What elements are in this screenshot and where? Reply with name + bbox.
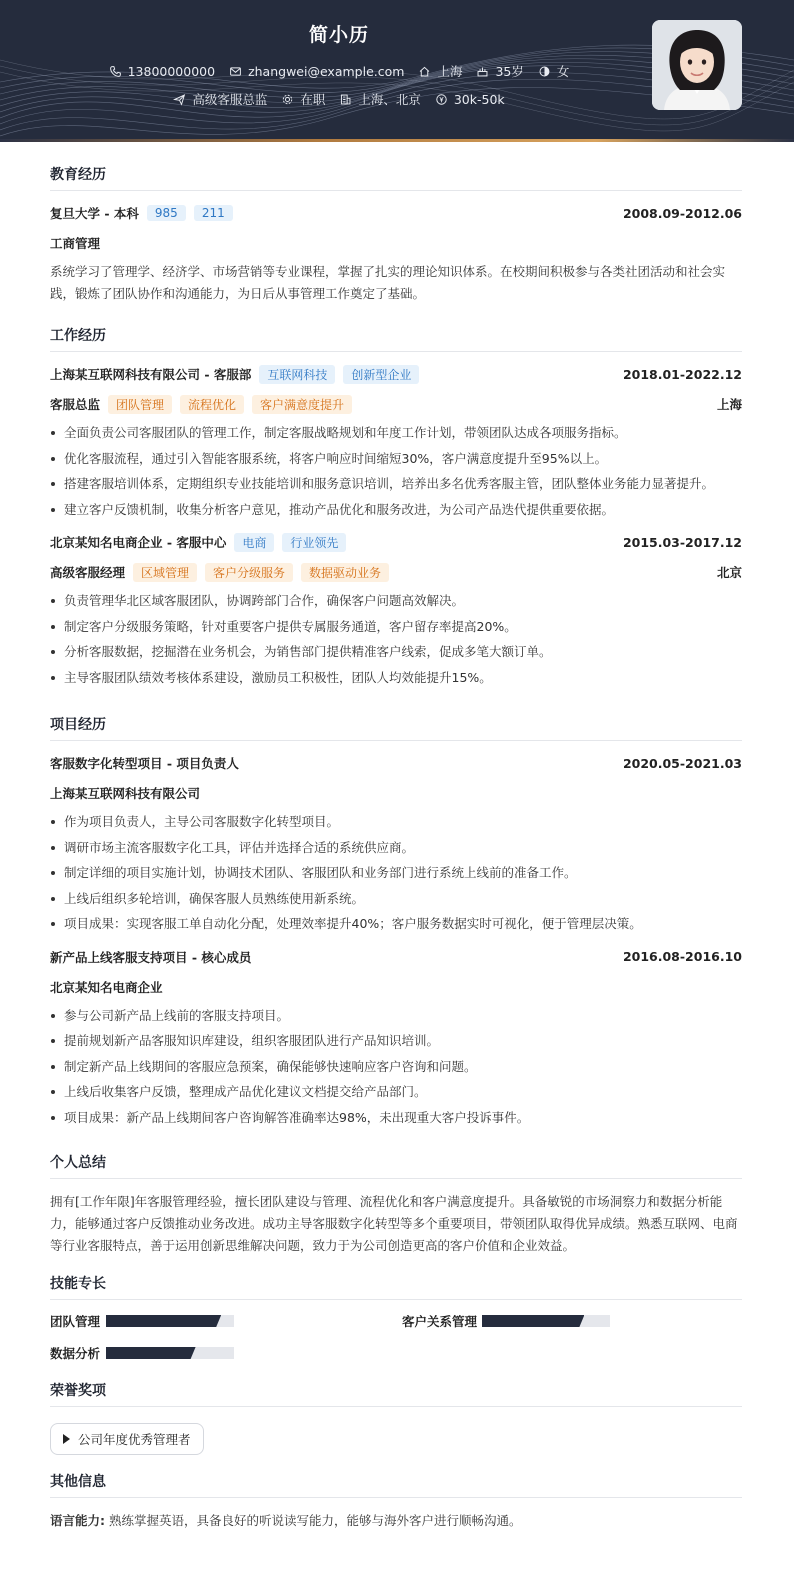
- role-tag: 数据驱动业务: [301, 563, 389, 582]
- job-role: 客服总监: [50, 397, 101, 412]
- project-date: 2020.05-2021.03: [622, 755, 742, 771]
- list-item: 搭建客服培训体系，定期组织专业技能培训和服务意识培训，培养出多名优秀客服主管，团队整体业务能力显著提升。: [50, 471, 742, 497]
- resume-header: [0, 0, 794, 142]
- work-location: 上海: [716, 397, 742, 412]
- resume-body: [50, 142, 742, 1532]
- gender-item: [538, 62, 570, 80]
- skill-item: [50, 1344, 402, 1362]
- list-item: 参与公司新产品上线前的客服支持项目。: [50, 1003, 742, 1029]
- target-city-item: [339, 90, 421, 108]
- education-header: [50, 203, 742, 223]
- school-name: 复旦大学 - 本科: [50, 206, 139, 221]
- work-item: [50, 532, 742, 690]
- list-item: 建立客户反馈机制，收集分析客户意见，推动产品优化和服务改进，为公司产品迭代提供重要依据。: [50, 497, 742, 523]
- section-title: 技能专长: [50, 1273, 742, 1300]
- award-item: [50, 1423, 204, 1455]
- list-item: 制定新产品上线期间的客服应急预案，确保能够快速响应客户咨询和问题。: [50, 1054, 742, 1080]
- skill-bar: [482, 1315, 610, 1327]
- salary-item: [435, 90, 505, 108]
- work-date: 2015.03-2017.12: [622, 534, 742, 550]
- target-city-text: 上海、北京: [358, 92, 421, 107]
- project-name: 新产品上线客服支持项目 - 核心成员: [50, 949, 252, 965]
- yuan-coin-icon: [435, 93, 448, 106]
- job-intent-row: [0, 90, 678, 108]
- other-label: 语言能力:: [50, 1513, 105, 1528]
- phone-icon: [109, 65, 122, 78]
- company-name: 上海某互联网科技有限公司 - 客服部: [50, 367, 252, 382]
- other-section: [50, 1471, 742, 1532]
- position-text: 高级客服总监: [192, 92, 268, 107]
- email-item: [229, 62, 404, 80]
- project-name: 客服数字化转型项目 - 项目负责人: [50, 756, 239, 771]
- list-item: 调研市场主流客服数字化工具，评估并选择合适的系统供应商。: [50, 835, 742, 861]
- skills-section: [50, 1273, 742, 1362]
- section-title: 荣誉奖项: [50, 1380, 742, 1407]
- age-text: 35岁: [495, 64, 524, 79]
- work-location: 北京: [716, 565, 742, 580]
- status-text: 在职: [300, 92, 326, 107]
- role-tag: 客户分级服务: [205, 563, 293, 582]
- list-item: 负责管理华北区域客服团队，协调跨部门合作，确保客户问题高效解决。: [50, 588, 742, 614]
- list-item: 作为项目负责人，主导公司客服数字化转型项目。: [50, 809, 742, 835]
- company-tag: 创新型企业: [343, 365, 419, 384]
- home-icon: [418, 65, 431, 78]
- skill-bar: [106, 1315, 234, 1327]
- triangle-right-icon: [63, 1434, 70, 1444]
- work-item: [50, 364, 742, 522]
- school-tag: 985: [147, 205, 186, 221]
- other-info: [50, 1510, 742, 1532]
- project-item: [50, 753, 742, 937]
- company-tag: 互联网科技: [259, 365, 335, 384]
- section-title: 教育经历: [50, 164, 742, 191]
- age-item: [476, 62, 523, 80]
- candidate-name: 简小历: [308, 24, 369, 46]
- list-item: 制定客户分级服务策略，针对重要客户提供专属服务通道，客户留存率提高20%。: [50, 614, 742, 640]
- role-tag: 团队管理: [108, 395, 172, 414]
- city-text: 上海: [437, 64, 463, 79]
- send-icon: [173, 93, 186, 106]
- skill-item: [402, 1312, 742, 1330]
- list-item: 主导客服团队绩效考核体系建设，激励员工积极性，团队人均效能提升15%。: [50, 665, 742, 691]
- avatar: [652, 20, 742, 110]
- list-item: 项目成果：实现客服工单自动化分配，处理效率提升40%；客户服务数据实时可视化，便于管理层决策。: [50, 911, 742, 937]
- project-item: [50, 947, 742, 1131]
- project-org: 上海某互联网科技有限公司: [50, 786, 201, 801]
- contact-row: [0, 62, 678, 80]
- list-item: 制定详细的项目实施计划，协调技术团队、客服团队和业务部门进行系统上线前的准备工作。: [50, 860, 742, 886]
- job-role: 高级客服经理: [50, 565, 126, 580]
- section-title: 个人总结: [50, 1152, 742, 1179]
- list-item: 分析客服数据，挖掘潜在业务机会，为销售部门提供精准客户线索，促成多笔大额订单。: [50, 639, 742, 665]
- work-section: [50, 325, 742, 690]
- project-org: 北京某知名电商企业: [50, 979, 163, 995]
- skill-bar-fill: [482, 1315, 584, 1327]
- skill-bar-fill: [106, 1315, 221, 1327]
- skill-name: 数据分析: [50, 1346, 101, 1361]
- building-icon: [339, 93, 352, 106]
- email-text: zhangwei@example.com: [248, 63, 405, 79]
- projects-section: [50, 714, 742, 1130]
- summary-text: 拥有[工作年限]年客服管理经验，擅长团队建设与管理、流程优化和客户满意度提升。具备敏锐的市场洞察力和数据分析能力，能够通过客户反馈推动业务改进。成功主导客服数字化转型等多个重要项目，带领团队取得优异成绩。熟悉互联网、电商等行业客服特点，善于运用创新思维解决问题，致力于为公司创造更高的客户价值和企业效益。: [50, 1194, 738, 1253]
- section-title: 工作经历: [50, 325, 742, 352]
- list-item: 优化客服流程，通过引入智能客服系统，将客户响应时间缩短30%，客户满意度提升至95%以上。: [50, 446, 742, 472]
- list-item: 上线后组织多轮培训，确保客服人员熟练使用新系统。: [50, 886, 742, 912]
- role-tag: 流程优化: [180, 395, 244, 414]
- gender-icon: [538, 65, 551, 78]
- list-item: 项目成果：新产品上线期间客户咨询解答准确率达98%，未出现重大客户投诉事件。: [50, 1105, 742, 1131]
- skill-name: 客户关系管理: [402, 1314, 478, 1329]
- phone-item: [109, 62, 215, 80]
- education-date: 2008.09-2012.06: [622, 205, 742, 221]
- gender-text: 女: [556, 64, 570, 79]
- skill-item: [50, 1312, 402, 1330]
- cake-icon: [476, 65, 489, 78]
- major: 工商管理: [50, 236, 101, 251]
- section-title: 项目经历: [50, 714, 742, 741]
- skill-name: 团队管理: [50, 1314, 101, 1329]
- mail-icon: [229, 65, 242, 78]
- role-tag: 区域管理: [133, 563, 197, 582]
- list-item: 全面负责公司客服团队的管理工作，制定客服战略规划和年度工作计划，带领团队达成各项服务指标。: [50, 420, 742, 446]
- school-tag: 211: [194, 205, 233, 221]
- work-date: 2018.01-2022.12: [622, 366, 742, 382]
- education-section: [50, 164, 742, 305]
- list-item: 上线后收集客户反馈，整理成产品优化建议文档提交给产品部门。: [50, 1079, 742, 1105]
- company-tag: 电商: [234, 533, 274, 552]
- education-desc: 系统学习了管理学、经济学、市场营销等专业课程，掌握了扎实的理论知识体系。在校期间积极参与各类社团活动和社会实践，锻炼了团队协作和沟通能力，为日后从事管理工作奠定了基础。: [50, 264, 726, 301]
- award-name: 公司年度优秀管理者: [78, 1432, 191, 1447]
- skill-bar-fill: [106, 1347, 196, 1359]
- gear-icon: [281, 93, 294, 106]
- section-title: 其他信息: [50, 1471, 742, 1498]
- city-item: [418, 62, 462, 80]
- company-tag: 行业领先: [282, 533, 346, 552]
- phone-text: 13800000000: [127, 63, 216, 79]
- other-text: 熟练掌握英语，具备良好的听说读写能力，能够与海外客户进行顺畅沟通。: [108, 1513, 522, 1528]
- list-item: 提前规划新产品客服知识库建设，组织客服团队进行产品知识培训。: [50, 1028, 742, 1054]
- salary-text: 30k-50k: [453, 91, 505, 107]
- company-name: 北京某知名电商企业 - 客服中心: [50, 535, 227, 550]
- role-tag: 客户满意度提升: [252, 395, 352, 414]
- skill-bar: [106, 1347, 234, 1359]
- profile-photo: [652, 20, 742, 110]
- awards-section: [50, 1380, 742, 1455]
- summary-section: [50, 1152, 742, 1257]
- position-item: [173, 90, 267, 108]
- project-date: 2016.08-2016.10: [622, 949, 742, 964]
- status-item: [281, 90, 325, 108]
